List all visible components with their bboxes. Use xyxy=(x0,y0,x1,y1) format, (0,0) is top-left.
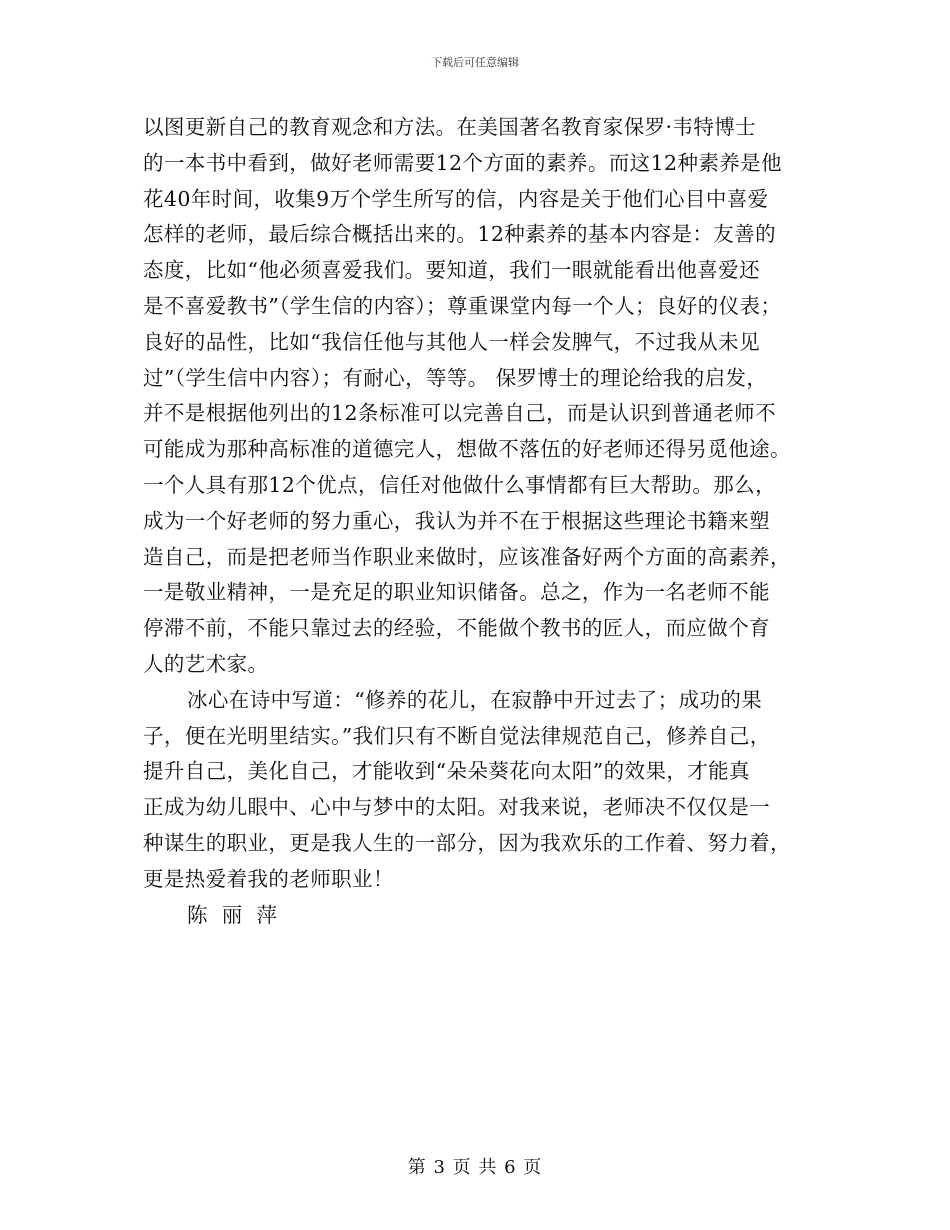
text-line: 怎样的老师，最后综合概括出来的。12种素养的基本内容是：友善的 xyxy=(143,222,776,247)
text-line: 态度，比如“他必须喜爱我们。要知道，我们一眼就能看出他喜爱还 xyxy=(143,258,760,283)
text-line: 一个人具有那12个优点，信任对他做什么事情都有巨大帮助。那么， xyxy=(143,472,776,497)
text-line: 一是敬业精神，一是充足的职业知识储备。总之，作为一名老师不能 xyxy=(143,580,770,605)
text-line: 正成为幼儿眼中、心中与梦中的太阳。对我来说，老师决不仅仅是一 xyxy=(143,795,770,820)
text-line: 成为一个好老师的努力重心，我认为并不在于根据这些理论书籍来塑 xyxy=(143,508,770,533)
document-body xyxy=(143,110,813,933)
text-line: 子，便在光明里结实。”我们只有不断自觉法律规范自己，修养自己， xyxy=(143,723,771,748)
text-line: 停滞不前，不能只靠过去的经验，不能做个教书的匠人，而应做个育 xyxy=(143,616,770,641)
text-line: 并不是根据他列出的12条标准可以完善自己，而是认识到普通老师不 xyxy=(143,401,776,426)
text-line: 花40年时间，收集9万个学生所写的信，内容是关于他们心目中喜爱 xyxy=(143,186,769,211)
text-line: 更是热爱着我的老师职业！ xyxy=(143,866,394,891)
text-line: 造自己，而是把老师当作职业来做时，应该准备好两个方面的高素养， xyxy=(143,544,791,569)
page-number: 第 3 页 共 6 页 xyxy=(407,1157,543,1178)
text-line: 人的艺术家。 xyxy=(143,651,269,676)
text-line: 种谋生的职业，更是我人生的一部分，因为我欢乐的工作着、努力着， xyxy=(143,830,791,855)
paragraph-first-line: 冰心在诗中写道：“修养的花儿，在寂静中开过去了；成功的果 xyxy=(187,687,763,712)
page-header: 下载后可任意编辑 xyxy=(431,56,519,69)
author-signature: 陈 丽 萍 xyxy=(187,902,278,927)
text-line: 是不喜爱教书”（学生信的内容）；尊重课堂内每一个人；良好的仪表； xyxy=(143,293,782,318)
text-line: 以图更新自己的教育观念和方法。在美国著名教育家保罗·韦特博士 xyxy=(143,115,757,139)
text-line: 良好的品性，比如“我信任他与其他人一样会发脾气，不过我从未见 xyxy=(143,329,760,354)
text-line: 过”（学生信中内容）；有耐心，等等。 保罗博士的理论给我的启发， xyxy=(143,365,768,390)
text-line: 的一本书中看到，做好老师需要12个方面的素养。而这12种素养是他 xyxy=(143,150,782,175)
text-line: 提升自己，美化自己，才能收到“朵朵葵花向太阳”的效果，才能真 xyxy=(143,759,750,784)
text-line: 可能成为那种高标准的道德完人，想做不落伍的好老师还得另觅他途。 xyxy=(143,437,791,462)
